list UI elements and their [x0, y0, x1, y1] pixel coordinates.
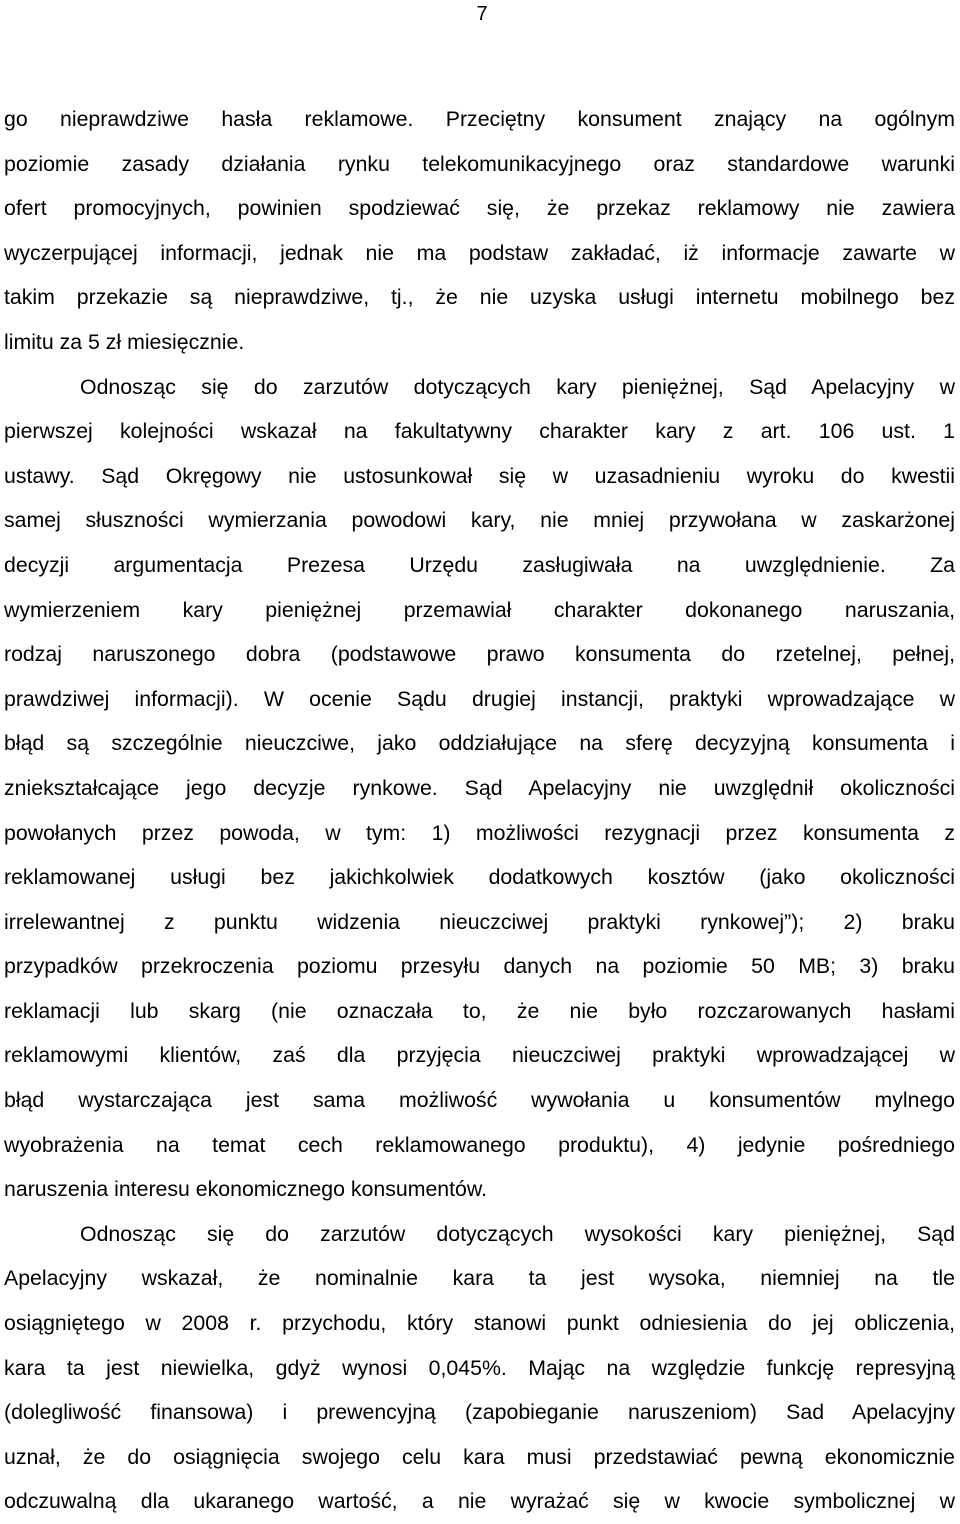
text-line: Odnosząc się do zarzutów dotyczących kary pieniężnej, Sąd Apelacyjny w [80, 374, 955, 399]
text-line: Odnosząc się do zarzutów dotyczących wysokości kary pieniężnej, Sąd [80, 1221, 955, 1246]
text-line: odczuwalną dla ukaranego wartość, a nie wyrażać się w kwocie symbolicznej w [4, 1489, 955, 1514]
text-line: prawdziwej informacji). W ocenie Sądu drugiej instancji, praktyki wprowadzające w [4, 686, 955, 711]
text-line: błąd wystarczająca jest sama możliwość wywołania u konsumentów mylnego [4, 1088, 955, 1113]
text-line: wymierzeniem kary pieniężnej przemawiał charakter dokonanego naruszania, [4, 597, 955, 622]
text-line: reklamowanej usługi bez jakichkolwiek dodatkowych kosztów (jako okoliczności [4, 865, 955, 890]
text-line: samej słuszności wymierzania powodowi kary, nie mniej przywołana w zaskarżonej [4, 508, 955, 533]
text-line: powołanych przez powoda, w tym: 1) możliwości rezygnacji przez konsumenta z [4, 820, 955, 845]
text-line: przypadków przekroczenia poziomu przesyłu danych na poziomie 50 MB; 3) braku [4, 954, 955, 979]
text-line: takim przekazie są nieprawdziwe, tj., że nie uzyska usługi internetu mobilnego bez [4, 285, 955, 310]
text-line: ustawy. Sąd Okręgowy nie ustosunkował się w uzasadnieniu wyroku do kwestii [4, 463, 955, 488]
page-number: 7 [476, 3, 488, 25]
text-line: wyczerpującej informacji, jednak nie ma podstaw zakładać, iż informacje zawarte w [4, 240, 955, 265]
text-line: reklamowymi klientów, zaś dla przyjęcia nieuczciwej praktyki wprowadzającej w [4, 1043, 955, 1068]
text-line: naruszenia interesu ekonomicznego konsumentów. [4, 1177, 488, 1202]
text-line: rodzaj naruszonego dobra (podstawowe prawo konsumenta do rzetelnej, pełnej, [4, 642, 955, 667]
text-line: go nieprawdziwe hasła reklamowe. Przeciętny konsument znający na ogólnym [4, 107, 955, 131]
text-line: błąd są szczególnie nieuczciwe, jako oddziałujące na sferę decyzyjną konsumenta i [4, 731, 955, 756]
text-line: uznał, że do osiągnięcia swojego celu kara musi przedstawiać pewną ekonomicznie [4, 1444, 955, 1469]
text-line: kara ta jest niewielka, gdyż wynosi 0,045%. Mając na względzie funkcję represyjną [4, 1355, 955, 1380]
text-line: ofert promocyjnych, powinien spodziewać się, że przekaz reklamowy nie zawiera [4, 196, 955, 221]
text-line: (dolegliwość finansowa) i prewencyjną (zapobieganie naruszeniom) Sad Apelacyjny [4, 1400, 955, 1425]
text-line: decyzji argumentacja Prezesa Urzędu zasługiwała na uwzględnienie. Za [4, 552, 955, 577]
text-line: wyobrażenia na temat cech reklamowanego produktu), 4) jedynie pośredniego [4, 1132, 955, 1157]
document-body [4, 97, 955, 1524]
text-line: poziomie zasady działania rynku telekomunikacyjnego oraz standardowe warunki [4, 151, 955, 176]
text-line: limitu za 5 zł miesięcznie. [4, 329, 245, 354]
text-line: osiągniętego w 2008 r. przychodu, który stanowi punkt odniesienia do jej obliczenia, [4, 1311, 955, 1336]
text-line: reklamacji lub skarg (nie oznaczała to, że nie było rozczarowanych hasłami [4, 998, 955, 1023]
text-line: pierwszej kolejności wskazał na fakultatywny charakter kary z art. 106 ust. 1 [4, 419, 955, 444]
text-line: Apelacyjny wskazał, że nominalnie kara ta jest wysoka, niemniej na tle [4, 1266, 955, 1291]
text-line: irrelewantnej z punktu widzenia nieuczciwej praktyki rynkowej”); 2) braku [4, 909, 955, 934]
text-line: zniekształcające jego decyzje rynkowe. Sąd Apelacyjny nie uwzględnił okoliczności [4, 775, 955, 800]
